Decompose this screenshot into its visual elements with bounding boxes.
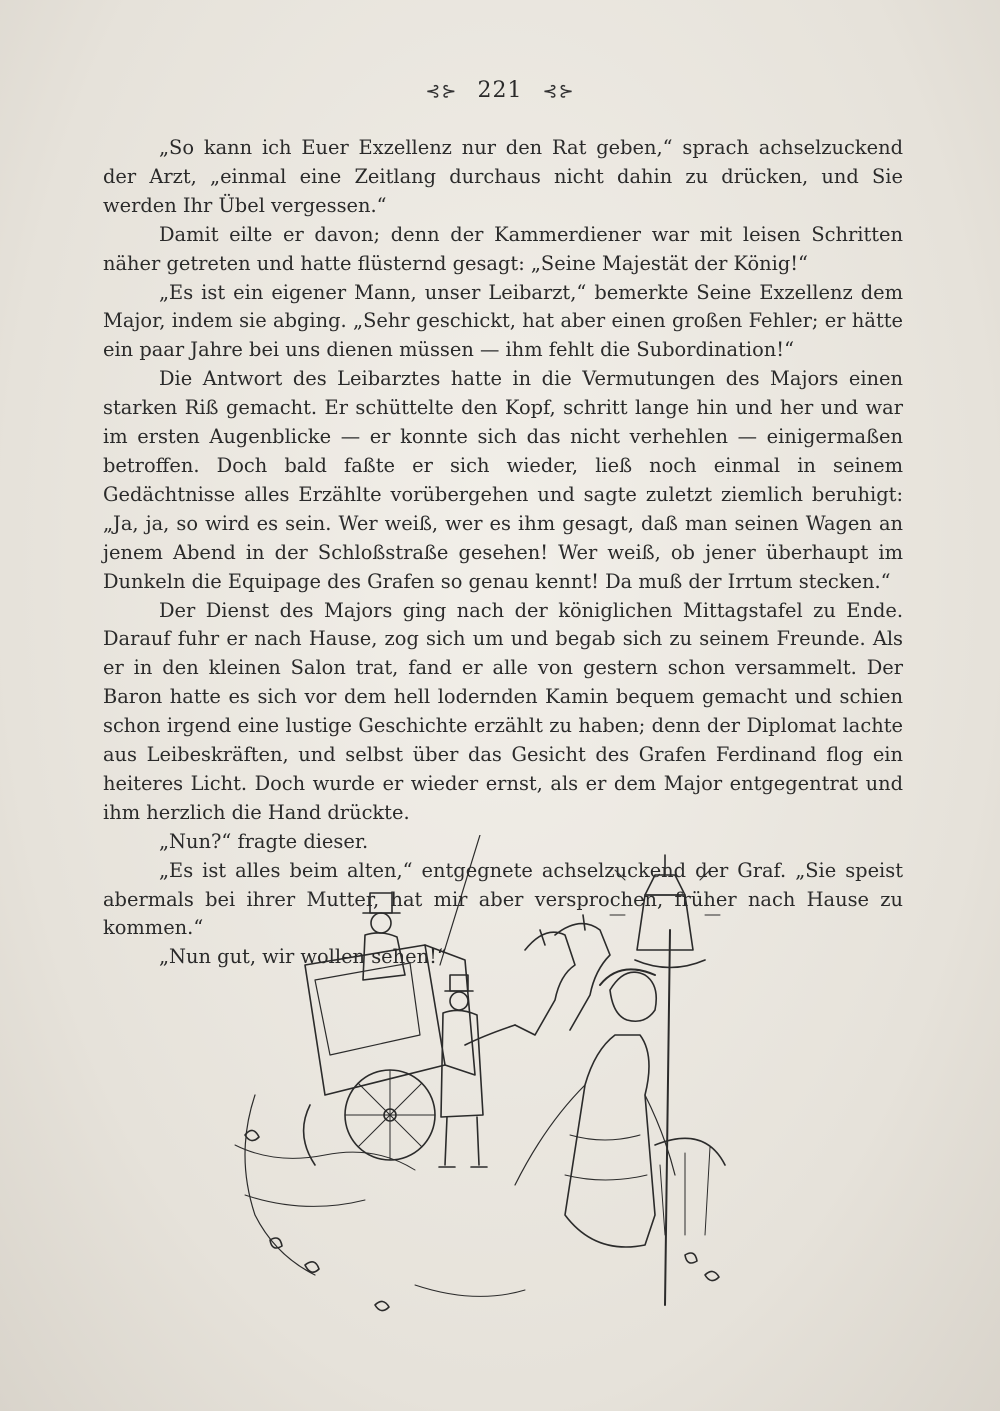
page-header bbox=[0, 78, 1000, 103]
paragraph: „Nun gut, wir wollen sehen!“ bbox=[159, 945, 447, 969]
paragraph: „Es ist alles beim alten,“ entgegnete achselzuckend der Graf. „Sie speist abermals bei ihrer Mutter, hat mir aber versprochen, früher nach Hause zu kommen.“ bbox=[103, 858, 903, 940]
paragraph: Die Antwort des Leibarztes hatte in die Vermutungen des Majors einen starken Riß gemacht. Er schüttelte den Kopf, schritt lange hin und her und war im ersten Augenblicke — er konnte sich das nicht verhehlen — einigermaßen betroffen. Doch bald faßte er sich wieder, ließ noch einmal in seinem Gedächtnisse alles Erzählte vorübergehen und sagte zuletzt ziemlich beruhigt: „Ja, ja, so wird es sein. Wer weiß, wer es ihm gesagt, daß man seinen Wagen an jenem Abend in der Schloßstraße gesehen! Wer weiß, ob jener überhaupt im Dunkeln die Equipage des Grafen so genau kennt! Da muß der Irrtum stecken.“ bbox=[103, 367, 903, 593]
paragraph: „Nun?“ fragte dieser. bbox=[159, 829, 369, 853]
ornament-left: ⊰⊱ bbox=[425, 81, 458, 102]
carriage-illustration bbox=[215, 835, 735, 1325]
paragraph: „So kann ich Euer Exzellenz nur den Rat geben,“ sprach achselzuckend der Arzt, „einmal eine Zeitlang durchaus nicht dahin zu drücken, und Sie werden Ihr Übel vergessen.“ bbox=[103, 136, 903, 217]
page-number: 221 bbox=[477, 78, 523, 103]
paragraph: Der Dienst des Majors ging nach der königlichen Mittagstafel zu Ende. Darauf fuhr er nach Hause, zog sich um und begab sich zu seinem Freunde. Als er in den kleinen Salon trat, fand er alle von gestern schon versammelt. Der Baron hatte es sich vor dem hell lodernden Kamin bequem gemacht und schien schon irgend eine lustige Geschichte erzählt zu haben; denn der Diplomat lachte aus Leibeskräften, und selbst über das Gesicht des Grafen Ferdinand flog ein heiteres Licht. Doch wurde er wieder ernst, als er dem Major entgegentrat und ihm herzlich die Hand drückte. bbox=[103, 598, 903, 824]
ornament-right: ⊰⊱ bbox=[542, 81, 575, 102]
paragraph: Damit eilte er davon; denn der Kammerdiener war mit leisen Schritten näher getreten und hatte flüsternd gesagt: „Seine Majestät der König!“ bbox=[103, 222, 903, 275]
paragraph: „Es ist ein eigener Mann, unser Leibarzt,“ bemerkte Seine Exzellenz dem Major, indem sie abging. „Sehr geschickt, hat aber einen großen Fehler; er hätte ein paar Jahre bei uns dienen müssen — ihm fehlt die Subordination!“ bbox=[103, 280, 903, 362]
